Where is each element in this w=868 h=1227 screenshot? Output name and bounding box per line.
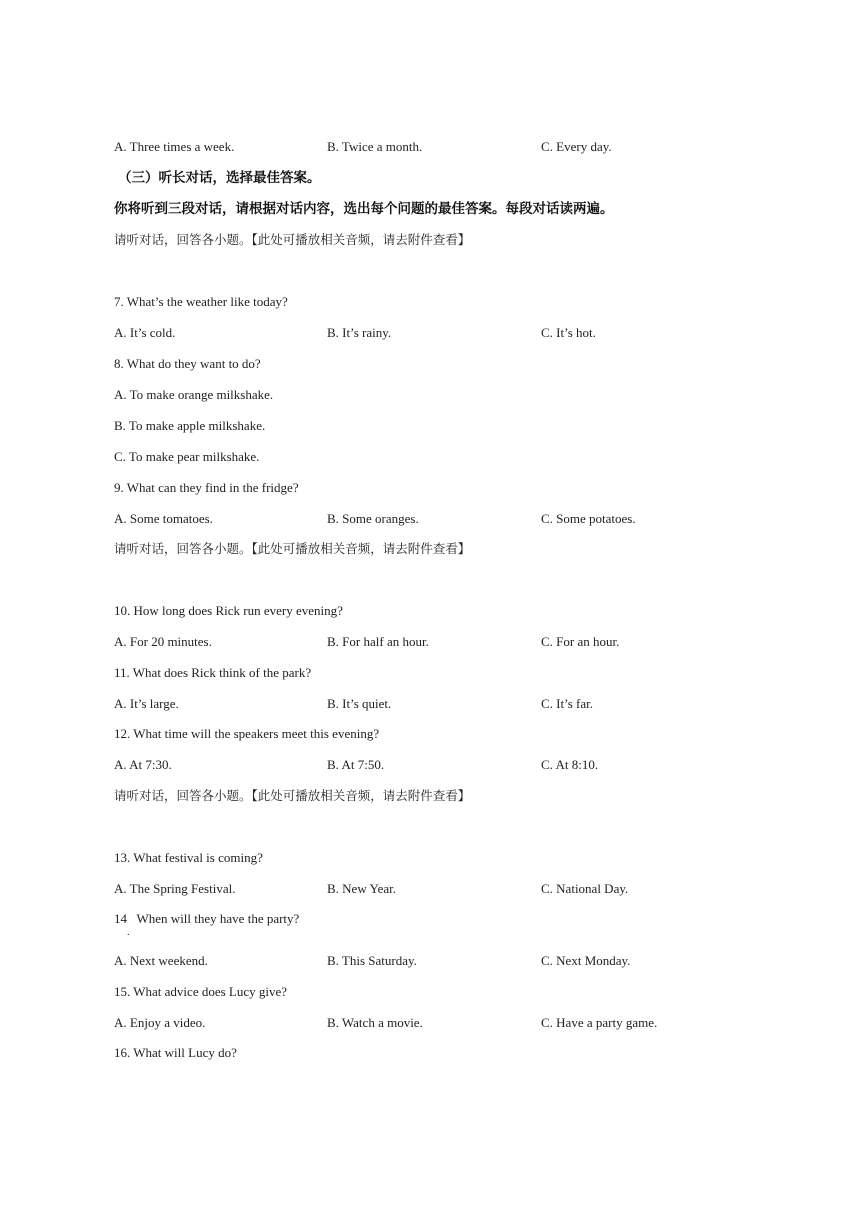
listen-prompt-1[interactable]: 请听对话，回答各小题。【此处可播放相关音频，请去附件查看】 <box>114 232 471 247</box>
option-b: B. This Saturday. <box>327 953 417 968</box>
q7-options <box>114 325 834 341</box>
question-15: 15. What advice does Lucy give? <box>114 984 288 999</box>
option-c: C. National Day. <box>541 881 629 896</box>
option-b: B. At 7:50. <box>327 757 385 772</box>
option-a: A. Next weekend. <box>114 953 208 968</box>
option-a: A. Enjoy a video. <box>114 1015 206 1030</box>
section-instruction: 你将听到三段对话，请根据对话内容，选出每个问题的最佳答案。每段对话读两遍。 <box>114 201 614 217</box>
option-c: C. Some potatoes. <box>541 511 636 526</box>
option-a: A. For 20 minutes. <box>114 634 212 649</box>
question-12: 12. What time will the speakers meet this evening? <box>114 726 380 741</box>
question-13: 13. What festival is coming? <box>114 850 263 865</box>
q12-options <box>114 757 834 773</box>
q14-options <box>114 953 834 969</box>
q13-options <box>114 881 834 897</box>
option-a: A. It’s large. <box>114 696 179 711</box>
q8-option-c: C. To make pear milkshake. <box>114 449 260 464</box>
q8-option-b: B. To make apple milkshake. <box>114 418 266 433</box>
option-b: B. It’s rainy. <box>327 325 392 340</box>
section-title: （三）听长对话，选择最佳答案。 <box>118 170 321 186</box>
question-9: 9. What can they find in the fridge? <box>114 480 299 495</box>
listen-prompt-2[interactable]: 请听对话，回答各小题。【此处可播放相关音频，请去附件查看】 <box>114 541 471 556</box>
option-b: B. Twice a month. <box>327 139 423 154</box>
stray-mark: . <box>127 927 130 938</box>
option-c: C. At 8:10. <box>541 757 599 772</box>
option-c: C. Every day. <box>541 139 612 154</box>
option-c: C. For an hour. <box>541 634 620 649</box>
option-b: B. Watch a movie. <box>327 1015 423 1030</box>
option-a: A. Three times a week. <box>114 139 235 154</box>
option-a: A. Some tomatoes. <box>114 511 213 526</box>
option-b: B. For half an hour. <box>327 634 429 649</box>
question-8: 8. What do they want to do? <box>114 356 261 371</box>
option-c: C. Have a party game. <box>541 1015 658 1030</box>
listen-prompt-3[interactable]: 请听对话，回答各小题。【此处可播放相关音频，请去附件查看】 <box>114 788 471 803</box>
question-14: 14 When will they have the party? <box>114 911 300 926</box>
option-a: A. At 7:30. <box>114 757 172 772</box>
q6-options <box>114 139 834 155</box>
option-b: B. It’s quiet. <box>327 696 392 711</box>
option-c: C. It’s far. <box>541 696 593 711</box>
question-11: 11. What does Rick think of the park? <box>114 665 312 680</box>
option-c: C. It’s hot. <box>541 325 596 340</box>
question-16: 16. What will Lucy do? <box>114 1045 237 1060</box>
question-7: 7. What’s the weather like today? <box>114 294 288 309</box>
q15-options <box>114 1015 834 1031</box>
option-b: B. New Year. <box>327 881 396 896</box>
q8-option-a: A. To make orange milkshake. <box>114 387 274 402</box>
option-a: A. The Spring Festival. <box>114 881 236 896</box>
option-a: A. It’s cold. <box>114 325 176 340</box>
question-10: 10. How long does Rick run every evening? <box>114 603 343 618</box>
q9-options <box>114 511 834 527</box>
q11-options <box>114 696 834 712</box>
q10-options <box>114 634 834 650</box>
option-b: B. Some oranges. <box>327 511 419 526</box>
option-c: C. Next Monday. <box>541 953 631 968</box>
